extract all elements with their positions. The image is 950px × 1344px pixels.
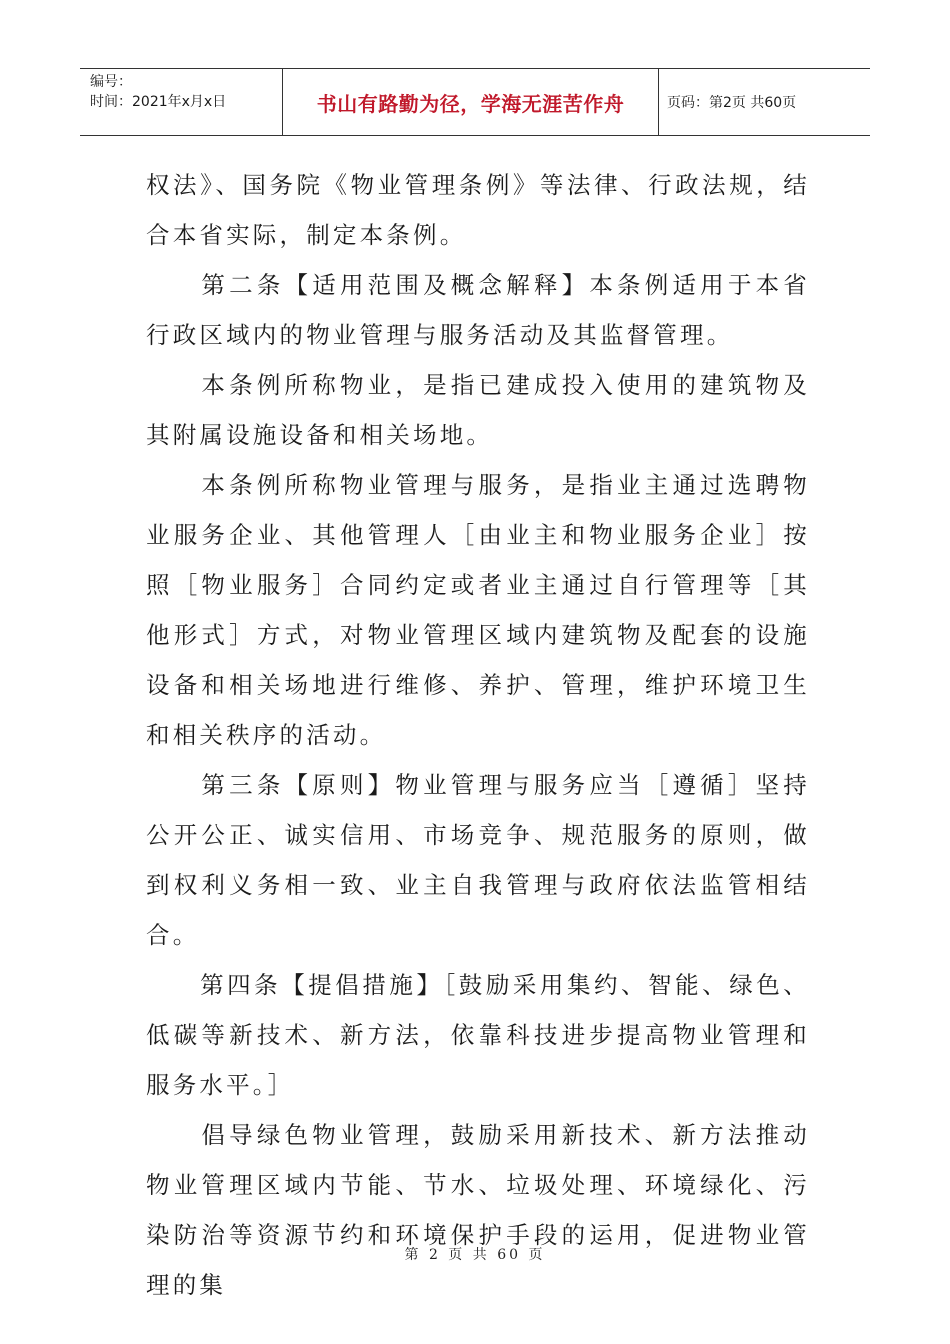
- number-label: 编号：: [90, 74, 132, 90]
- page-info: 页码：第2页 共60页: [667, 95, 797, 111]
- page-footer: [0, 1244, 950, 1264]
- header-meta-cell: [80, 69, 283, 135]
- paragraph: 第四条【提倡措施】［鼓励采用集约、智能、绿色、低碳等新技术、新方法，依靠科技进步提高物业管理和服务水平。］: [146, 971, 810, 1099]
- date-label: 时间：2021年x月x日: [90, 94, 227, 110]
- footer-page-number: 第 2 页 共 60 页: [404, 1247, 546, 1263]
- header-motto-cell: [283, 69, 659, 135]
- paragraph: 权法》、国务院《物业管理条例》等法律、行政法规，结合本省实际，制定本条例。: [146, 171, 810, 249]
- paragraph: 第三条【原则】物业管理与服务应当［遵循］坚持公开公正、诚实信用、市场竞争、规范服务的原则，做到权利义务相一致、业主自我管理与政府依法监管相结合。: [146, 771, 810, 949]
- paragraph: 第二条【适用范围及概念解释】本条例适用于本省行政区域内的物业管理与服务活动及其监督管理。: [146, 271, 810, 349]
- document-body: [146, 160, 810, 1310]
- paragraph: 本条例所称物业，是指已建成投入使用的建筑物及其附属设施设备和相关场地。: [146, 371, 810, 449]
- paragraph: 本条例所称物业管理与服务，是指业主通过选聘物业服务企业、其他管理人［由业主和物业服务企业］按照［物业服务］合同约定或者业主通过自行管理等［其他形式］方式，对物业管理区域内建筑物及配套的设施设备和相关场地进行维修、养护、管理，维护环境卫生和相关秩序的活动。: [146, 471, 810, 749]
- document-header: [80, 68, 870, 136]
- motto-text: 书山有路勤为径，学海无涯苦作舟: [316, 91, 625, 116]
- paragraph: 倡导绿色物业管理，鼓励采用新技术、新方法推动物业管理区域内节能、节水、垃圾处理、环境绿化、污染防治等资源节约和环境保护手段的运用，促进物业管理的集: [146, 1121, 810, 1299]
- header-page-cell: [659, 69, 870, 135]
